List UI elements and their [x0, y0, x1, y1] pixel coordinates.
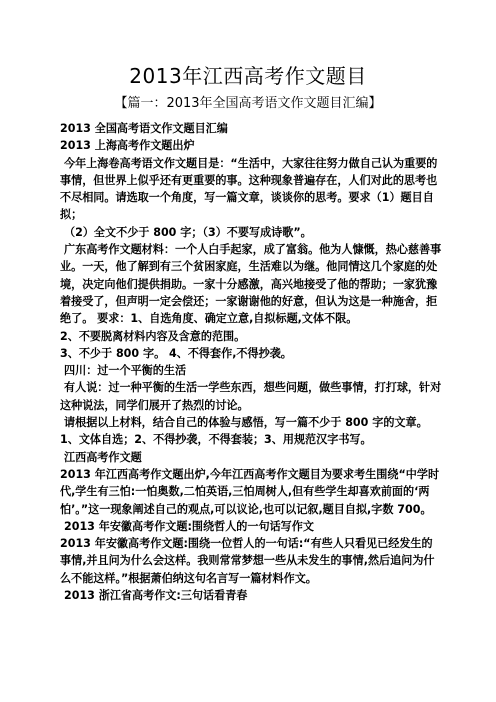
- paragraph: 2013 年安徽高考作文题:围绕一位哲人的一句话:“有些人只看见已经发生的事情,并且问为什么会这样。我则常常梦想一些从未发生的事情,然后追问为什么不能这样。”根据萧伯纳这句名言写一篇材料作文。: [60, 537, 435, 585]
- document-subtitle: 【篇一：2013年全国高考语文作文题目汇编】: [114, 96, 382, 111]
- paragraph: （2）全文不少于 800 字；（3）不要写成诗歌”。: [64, 225, 312, 239]
- paragraph: 3、不少于 800 字。 4、不得套作,不得抄袭。: [60, 346, 292, 360]
- paragraph: 1、文体自选；2、不得抄袭，不得套装；3、用规范汉字书写。: [60, 433, 372, 447]
- paragraph: 2、不要脱离材料内容及含意的范围。: [60, 329, 246, 343]
- paragraph: 四川：过一个平衡的生活: [64, 364, 187, 378]
- paragraph: 广东高考作文题材料：一个人白手起家，成了富翁。他为人慷慨，热心慈善事业。一天，他了解到有三个贫困家庭，生活难以为继。他同情这几个家庭的处境，决定向他们提供捐助。一家十分感激，高兴地接受了他的帮助；一家犹豫着接受了，但声明一定会偿还；一家谢谢他的好意，但认为这是一种施舍，拒绝了。 要求：1、自选角度、确定立意,自拟标题,文体不限。: [60, 243, 442, 326]
- paragraph: 2013 浙江省高考作文:三句话看青春: [64, 589, 248, 603]
- paragraph: 2013 上海高考作文题出炉: [60, 139, 195, 153]
- paragraph: 今年上海卷高考语文作文题目是：“生活中，大家往往努力做自己认为重要的事情，但世界上似乎还有更重要的事。这种现象普遍存在，人们对此的思考也不尽相同。请选取一个角度，写一篇文章，谈谈你的思考。要求（1）题目自拟；: [60, 156, 438, 222]
- paragraph: 2013 年江西高考作文题出炉,今年江西高考作文题目为要求考生围绕“中学时代,学生有三怕:一怕奥数,二怕英语,三怕周树人,但有些学生却喜欢前面的‘两怕’。”这一现象阐述自己的观点,可以议论,也可以记叙,题目自拟,字数 700。: [60, 467, 440, 516]
- paragraph: 2013 年安徽高考作文题:围绕哲人的一句话写作文: [64, 519, 314, 533]
- paragraph: 请根据以上材料，结合自己的体验与感悟，写一篇不少于 800 字的文章。: [64, 416, 428, 430]
- paragraph: 江西高考作文题: [64, 450, 142, 464]
- paragraph: 2013 全国高考语文作文题目汇编: [60, 122, 228, 135]
- paragraph: 有人说：过一种平衡的生活一学些东西，想些问题，做些事情，打打球，针对这种说法，同学们展开了热烈的讨论。: [60, 381, 442, 412]
- document-body: [60, 120, 442, 604]
- document-title: 2013年江西高考作文题目: [129, 64, 367, 88]
